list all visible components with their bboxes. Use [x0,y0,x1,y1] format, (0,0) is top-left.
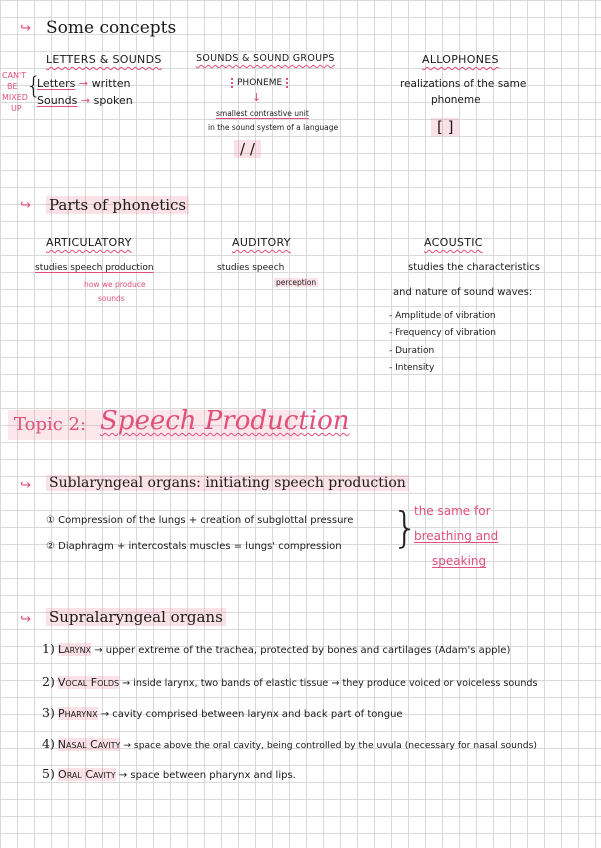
allophone-symbol: [ ] [431,118,459,136]
section-title: Supralaryngeal organs [46,608,226,626]
phoneme-def-2: in the sound system of a language [208,123,339,132]
sublaryngeal-note-1: the same for [414,504,491,518]
down-arrow-icon: ↓ [252,91,262,104]
articulatory-desc: studies speech production [35,263,154,273]
sublaryngeal-item-2: ② Diaphragm + intercostals muscles = lungs' compression [46,541,342,552]
section-title: Parts of phonetics [46,196,189,214]
sounds-groups-heading: SOUNDS & SOUND GROUPS [196,53,335,64]
phoneme-def-1: smallest contrastive unit [216,109,309,118]
allophones-heading: ALLOPHONES [422,53,499,66]
sublaryngeal-note-2: breathing and [414,529,499,543]
acoustic-heading: ACOUSTIC [424,236,483,249]
section-arrow-icon: ↪ [20,21,31,36]
right-brace-icon: } [392,503,419,552]
phoneme-symbol: / / [234,140,261,158]
list-item: 4) Nasal Cavity → space above the oral cavity, being controlled by the uvula (necessary for nasal sounds) [42,736,537,751]
side-note: CAN'T BE MIXED UP [2,71,28,113]
auditory-desc-1: studies speech [217,263,285,273]
letters-line: Letters → written [37,77,131,90]
list-item: 3) Pharynx → cavity comprised between larynx and back part of tongue [42,705,403,720]
acoustic-desc-1: studies the characteristics [408,262,541,273]
section-arrow-icon: ↪ [20,478,31,493]
letters-sounds-heading: LETTERS & SOUNDS [46,53,162,66]
section-title: Some concepts [46,18,177,38]
acoustic-desc-2: and nature of sound waves: [393,287,533,298]
section-title: Sublaryngeal organs: initiating speech production [46,475,409,491]
topic-label: Topic 2: [14,414,87,435]
list-item: 2) Vocal Folds → inside larynx, two bands of elastic tissue → they produce voiced or voiceless sounds [42,674,538,689]
acoustic-bullet: - Frequency of vibration [389,328,496,338]
section-arrow-icon: ↪ [20,612,31,627]
acoustic-bullet: - Duration [389,346,435,356]
section-arrow-icon: ↪ [20,198,31,213]
auditory-desc-2: perception [276,278,317,287]
sublaryngeal-item-1: ① Compression of the lungs + creation of subglottal pressure [46,515,354,526]
list-item: 5) Oral Cavity → space between pharynx and lips. [42,766,296,781]
allophones-def-1: realizations of the same [400,78,527,90]
acoustic-bullet: - Intensity [389,363,435,373]
articulatory-note-2: sounds [98,294,125,303]
sounds-line: Sounds → spoken [37,94,133,107]
sublaryngeal-note-3: speaking [432,554,487,568]
allophones-def-2: phoneme [431,94,481,106]
list-item: 1) Larynx → upper extreme of the trachea, protected by bones and cartilages (Adam's apple) [42,641,511,656]
acoustic-bullet: - Amplitude of vibration [389,311,496,321]
articulatory-heading: ARTICULATORY [46,236,132,249]
auditory-heading: AUDITORY [232,236,291,249]
phoneme-label: PHONEME [231,78,288,88]
brace-icon: { [26,72,42,100]
articulatory-note-1: how we produce [84,280,146,289]
topic-title: Speech Production [100,406,350,436]
